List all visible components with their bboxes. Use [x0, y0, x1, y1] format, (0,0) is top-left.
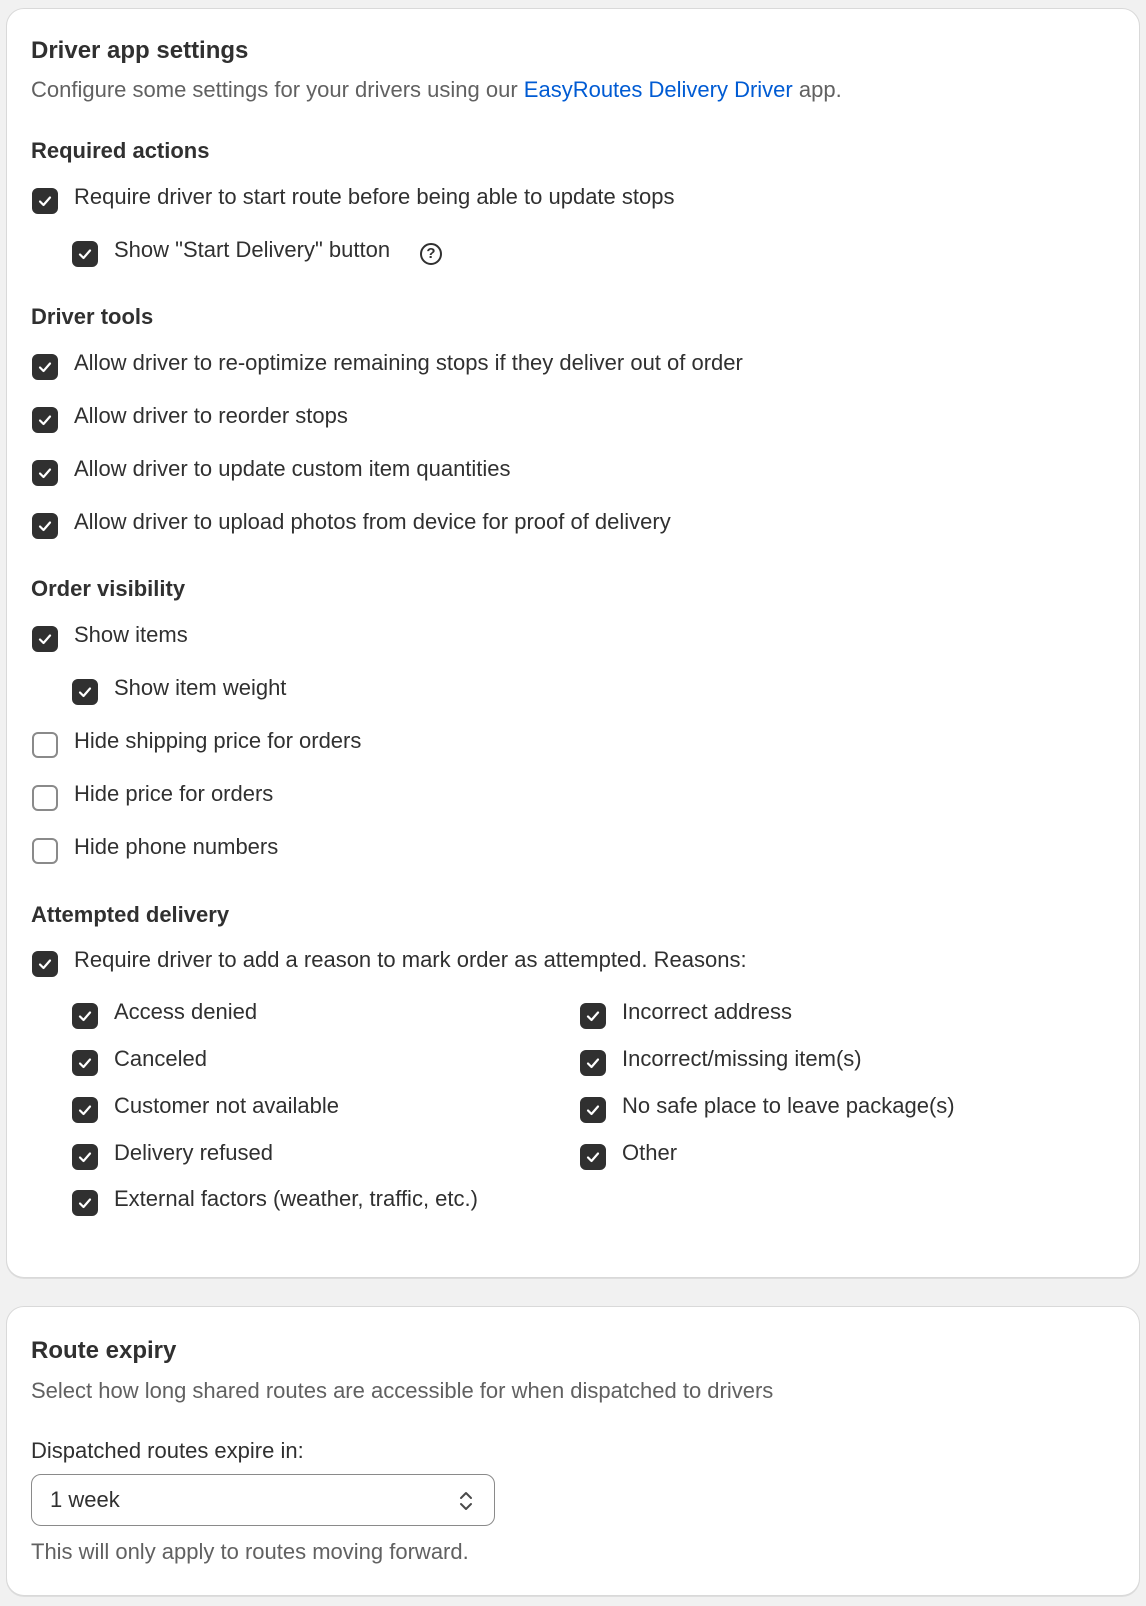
checkbox-upload-photos[interactable] [32, 513, 58, 539]
label-reoptimize[interactable]: Allow driver to re-optimize remaining stops if they deliver out of order [74, 350, 743, 375]
checkmark-icon [77, 1149, 93, 1165]
label-reason-access-denied[interactable]: Access denied [114, 999, 258, 1024]
label-show-item-weight[interactable]: Show item weight [114, 675, 287, 700]
description-suffix: app. [792, 77, 842, 102]
route-expiry-selected-value: 1 week [50, 1487, 120, 1512]
card-title: Driver app settings [31, 37, 249, 64]
label-reason-canceled[interactable]: Canceled [114, 1046, 207, 1071]
label-reason-incorrect-address[interactable]: Incorrect address [622, 999, 792, 1024]
label-reason-delivery-refused[interactable]: Delivery refused [114, 1140, 273, 1165]
checkmark-icon [37, 518, 53, 534]
checkbox-hide-phone[interactable] [32, 838, 58, 864]
checkmark-icon [585, 1149, 601, 1165]
checkbox-require-start-route[interactable] [32, 188, 58, 214]
expiry-field-label: Dispatched routes expire in: [31, 1438, 304, 1463]
section-title-order-visibility: Order visibility [31, 576, 186, 601]
section-title-driver-tools: Driver tools [31, 304, 154, 329]
label-hide-price[interactable]: Hide price for orders [74, 781, 274, 806]
checkbox-hide-shipping-price[interactable] [32, 732, 58, 758]
checkbox-reason-incorrect-address[interactable] [580, 1003, 606, 1029]
route-expiry-help-text: This will only apply to routes moving forward. [31, 1539, 469, 1564]
checkbox-reason-customer-not-available[interactable] [72, 1097, 98, 1123]
checkbox-reason-access-denied[interactable] [72, 1003, 98, 1029]
label-reorder[interactable]: Allow driver to reorder stops [74, 403, 348, 428]
label-reason-customer-not-available[interactable]: Customer not available [114, 1093, 340, 1118]
checkmark-icon [37, 412, 53, 428]
label-hide-phone[interactable]: Hide phone numbers [74, 834, 279, 859]
select-chevrons-icon [458, 1489, 474, 1513]
checkmark-icon [77, 1102, 93, 1118]
checkbox-reorder[interactable] [32, 407, 58, 433]
section-title-attempted-delivery: Attempted delivery [31, 902, 230, 927]
label-custom-quantities[interactable]: Allow driver to update custom item quantities [74, 456, 511, 481]
checkbox-reason-canceled[interactable] [72, 1050, 98, 1076]
checkbox-reason-other[interactable] [580, 1144, 606, 1170]
label-require-start-route[interactable]: Require driver to start route before being able to update stops [74, 184, 675, 209]
label-reason-other[interactable]: Other [622, 1140, 678, 1165]
label-reason-incorrect-missing-items[interactable]: Incorrect/missing item(s) [622, 1046, 862, 1071]
route-expiry-title: Route expiry [31, 1337, 177, 1364]
label-upload-photos[interactable]: Allow driver to upload photos from device for proof of delivery [74, 509, 671, 534]
checkmark-icon [37, 359, 53, 375]
label-show-items[interactable]: Show items [74, 622, 188, 647]
label-reason-external-factors[interactable]: External factors (weather, traffic, etc.) [114, 1186, 478, 1211]
checkmark-icon [37, 465, 53, 481]
checkbox-show-items[interactable] [32, 626, 58, 652]
checkbox-reason-no-safe-place[interactable] [580, 1097, 606, 1123]
checkmark-icon [77, 684, 93, 700]
checkbox-hide-price[interactable] [32, 785, 58, 811]
checkbox-show-item-weight[interactable] [72, 679, 98, 705]
checkbox-require-reason[interactable] [32, 951, 58, 977]
checkmark-icon [37, 631, 53, 647]
checkmark-icon [37, 956, 53, 972]
easyroutes-driver-app-link[interactable]: EasyRoutes Delivery Driver [523, 77, 793, 102]
checkmark-icon [77, 246, 93, 262]
checkbox-custom-quantities[interactable] [32, 460, 58, 486]
checkmark-icon [77, 1195, 93, 1211]
checkbox-reason-external-factors[interactable] [72, 1190, 98, 1216]
checkmark-icon [585, 1055, 601, 1071]
checkmark-icon [77, 1055, 93, 1071]
label-hide-shipping-price[interactable]: Hide shipping price for orders [74, 728, 362, 753]
card-description [31, 77, 842, 103]
route-expiry-description: Select how long shared routes are accessible for when dispatched to drivers [31, 1378, 774, 1403]
description-text: Configure some settings for your drivers using our [31, 77, 524, 102]
question-circle-icon[interactable]: ? [420, 243, 442, 265]
section-title-required-actions: Required actions [31, 138, 210, 163]
label-require-reason[interactable]: Require driver to add a reason to mark order as attempted. Reasons: [74, 947, 747, 972]
checkbox-reoptimize[interactable] [32, 354, 58, 380]
route-expiry-select[interactable] [31, 1474, 495, 1526]
label-show-start-delivery[interactable]: Show "Start Delivery" button [114, 237, 391, 262]
checkmark-icon [585, 1008, 601, 1024]
checkbox-reason-incorrect-missing-items[interactable] [580, 1050, 606, 1076]
label-reason-no-safe-place[interactable]: No safe place to leave package(s) [622, 1093, 955, 1118]
checkmark-icon [77, 1008, 93, 1024]
checkmark-icon [585, 1102, 601, 1118]
checkbox-show-start-delivery[interactable] [72, 241, 98, 267]
checkbox-reason-delivery-refused[interactable] [72, 1144, 98, 1170]
checkmark-icon [37, 193, 53, 209]
